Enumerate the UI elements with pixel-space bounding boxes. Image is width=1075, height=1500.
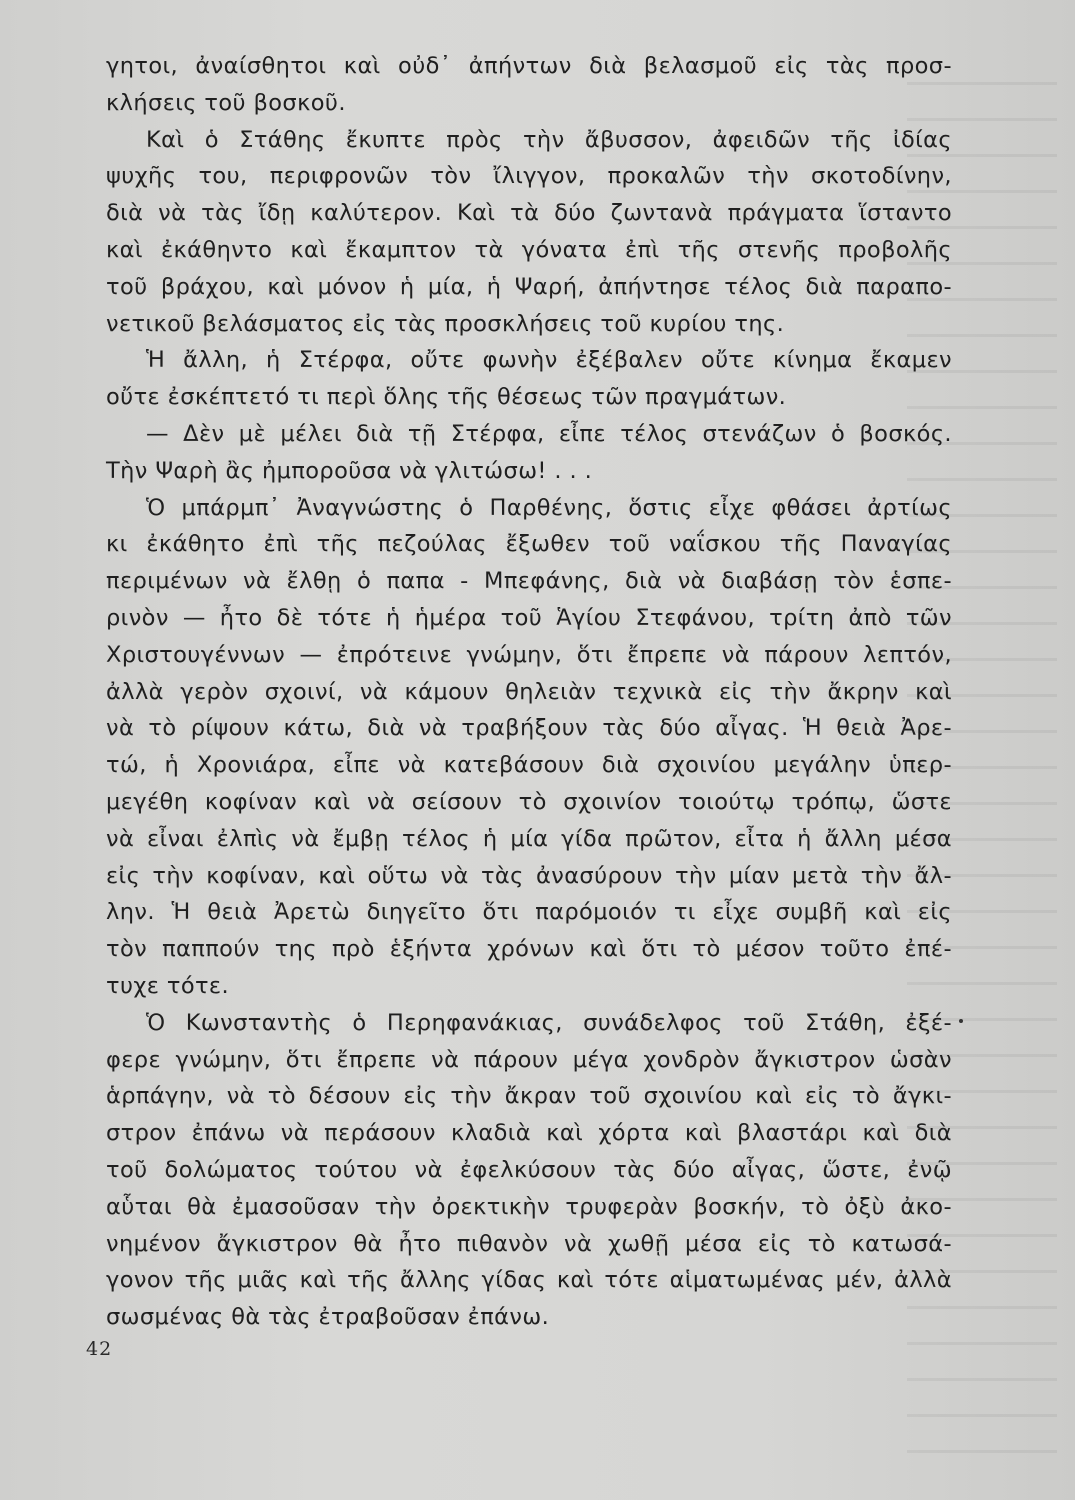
text-line: νὰ εἶναι ἐλπὶς νὰ ἔμβῃ τέλος ἡ μία γίδα πρῶτον, εἶτα ἡ ἄλλη μέσα [106, 825, 952, 852]
text-line: Ὁ μπάρμπ᾽ Ἀναγνώστης ὁ Παρθένης, ὅστις εἶχε φθάσει ἀρτίως [146, 494, 952, 521]
text-line: τὸν παππούν της πρὸ ἑξήντα χρόνων καὶ ὅτι τὸ μέσον τοῦτο ἐπέ- [106, 936, 952, 963]
text-line: νημένον ἄγκιστρον θὰ ἦτο πιθανὸν νὰ χωθῇ μέσα εἰς τὸ κατωσά- [106, 1230, 952, 1257]
text-line: Χριστουγέννων — ἐπρότεινε γνώμην, ὅτι ἔπρεπε νὰ πάρουν λεπτόν, [106, 641, 952, 668]
text-line: κλήσεις τοῦ βοσκοῦ. [106, 89, 346, 116]
text-line: νετικοῦ βελάσματος εἰς τὰς προσκλήσεις τοῦ κυρίου της. [106, 310, 785, 337]
text-line: τώ, ἡ Χρονιάρα, εἶπε νὰ κατεβάσουν διὰ σχοινίου μεγάλην ὑπερ- [106, 752, 952, 779]
text-line: Ἡ ἄλλη, ἡ Στέρφα, οὔτε φωνὴν ἐξέβαλεν οὔτε κίνημα ἔκαμεν [146, 347, 952, 374]
text-line: σωσμένας θὰ τὰς ἐτραβοῦσαν ἐπάνω. [106, 1304, 550, 1331]
text-line: Καὶ ὁ Στάθης ἔκυπτε πρὸς τὴν ἄβυσσον, ἀφειδῶν τῆς ἰδίας [146, 126, 952, 153]
text-line: τυχε τότε. [106, 972, 230, 999]
text-line: κι ἐκάθητο ἐπὶ τῆς πεζούλας ἔξωθεν τοῦ ναΐσκου τῆς Παναγίας [106, 531, 952, 558]
text-line: περιμένων νὰ ἔλθῃ ὁ παπα - Μπεφάνης, διὰ νὰ διαβάσῃ τὸν ἑσπε- [106, 568, 952, 595]
text-line: φερε γνώμην, ὅτι ἔπρεπε νὰ πάρουν μέγα χονδρὸν ἄγκιστρον ὡσὰν [106, 1046, 952, 1073]
text-line: Ὁ Κωνσταντὴς ὁ Περηφανάκιας, συνάδελφος τοῦ Στάθη, ἐξέ- [146, 1009, 952, 1036]
text-line: — Δὲν μὲ μέλει διὰ τῇ Στέρφα, εἶπε τέλος στενάζων ὁ βοσκός. [146, 420, 952, 447]
text-line: Τὴν Ψαρὴ ἂς ἠμποροῦσα νὰ γλιτώσω! . . . [106, 457, 593, 484]
text-line: στρον ἐπάνω νὰ περάσουν κλαδιὰ καὶ χόρτα καὶ βλαστάρι καὶ διὰ [106, 1120, 952, 1147]
text-line: μεγέθη κοφίναν καὶ νὰ σείσουν τὸ σχοινίον τοιούτῳ τρόπῳ, ὥστε [106, 788, 952, 815]
text-line: καὶ ἐκάθηντο καὶ ἔκαμπτον τὰ γόνατα ἐπὶ τῆς στενῆς προβολῆς [106, 236, 952, 263]
text-line: ψυχῆς του, περιφρονῶν τὸν ἴλιγγον, προκαλῶν τὴν σκοτοδίνην, [106, 163, 952, 190]
body-text [106, 48, 952, 1336]
text-line: τοῦ βράχου, καὶ μόνον ἡ μία, ἡ Ψαρή, ἀπήντησε τέλος διὰ παραπο- [106, 273, 952, 300]
text-line: αὗται θὰ ἐμασοῦσαν τὴν ὀρεκτικὴν τρυφερὰν βοσκήν, τὸ ὀξὺ ἀκο- [106, 1193, 952, 1220]
page-number: 42 [86, 1338, 113, 1360]
text-line: οὔτε ἐσκέπτετό τι περὶ ὅλης τῆς θέσεως τῶν πραγμάτων. [106, 384, 787, 411]
text-line: γονον τῆς μιᾶς καὶ τῆς ἄλλης γίδας καὶ τότε αἱματωμένας μέν, ἀλλὰ [106, 1267, 952, 1294]
text-line: λην. Ἡ θειὰ Ἀρετὼ διηγεῖτο ὅτι παρόμοιόν τι εἶχε συμβῆ καὶ εἰς [106, 899, 952, 926]
text-line: γητοι, ἀναίσθητοι καὶ οὐδ᾽ ἀπήντων διὰ βελασμοῦ εἰς τὰς προσ- [106, 53, 952, 79]
text-line: τοῦ δολώματος τούτου νὰ ἐφελκύσουν τὰς δύο αἶγας, ὥστε, ἐνῷ [106, 1156, 952, 1183]
text-line: διὰ νὰ τὰς ἴδῃ καλύτερον. Καὶ τὰ δύο ζωντανὰ πράγματα ἵσταντο [106, 200, 952, 227]
ink-speck [959, 1019, 963, 1023]
text-line: εἰς τὴν κοφίναν, καὶ οὕτω νὰ τὰς ἀνασύρουν τὴν μίαν μετὰ τὴν ἄλ- [106, 862, 952, 889]
text-line: ρινὸν — ἦτο δὲ τότε ἡ ἡμέρα τοῦ Ἁγίου Στεφάνου, τρίτη ἀπὸ τῶν [106, 604, 952, 631]
text-line: νὰ τὸ ρίψουν κάτω, διὰ νὰ τραβήξουν τὰς δύο αἶγας. Ἡ θειὰ Ἀρε- [106, 715, 952, 742]
text-line: ἀλλὰ γερὸν σχοινί, νὰ κάμουν θηλειὰν τεχνικὰ εἰς τὴν ἄκρην καὶ [106, 678, 952, 705]
text-line: ἁρπάγην, νὰ τὸ δέσουν εἰς τὴν ἄκραν τοῦ σχοινίου καὶ εἰς τὸ ἄγκι- [106, 1083, 952, 1110]
